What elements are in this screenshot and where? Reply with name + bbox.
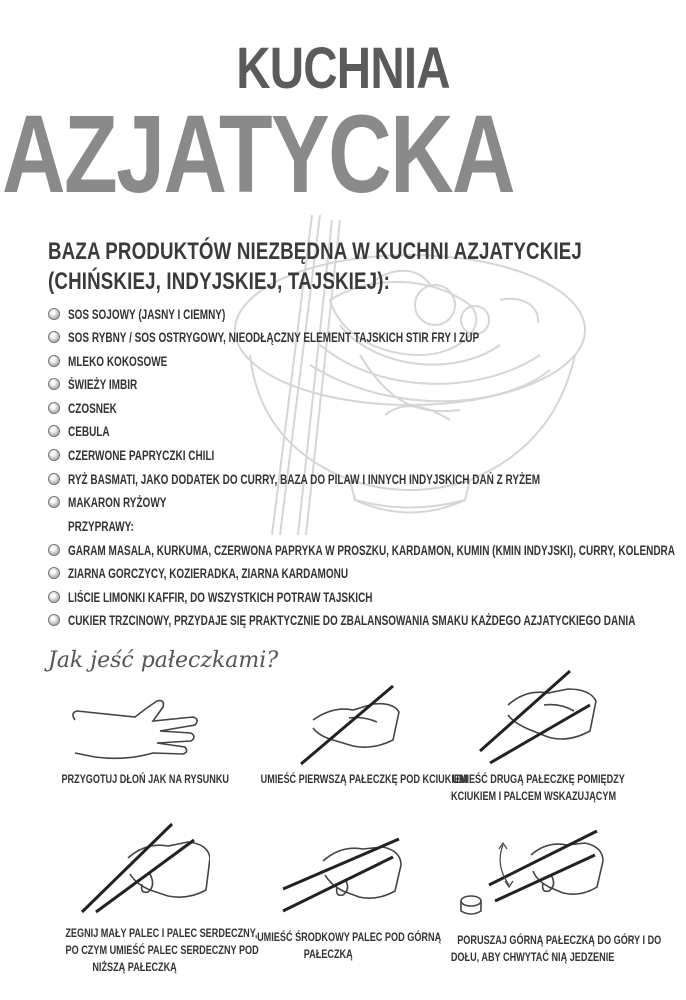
list-item: GARAM MASALA, KURKUMA, CZERWONA PAPRYKA W PROSZKU, KARDAMON, KUMIN (KMIN INDYJSKI), CURRY, KOLENDRA xyxy=(48,540,686,560)
list-item: RYŻ BASMATI, JAKO DODATEK DO CURRY, BAZA DO PILAW I INNYCH INDYJSKICH DAŃ Z RYŻEM xyxy=(48,469,686,489)
step-2-caption: UMIEŚĆ PIERWSZĄ PAŁECZKĘ POD KCIUKIEM xyxy=(260,772,468,786)
step-6-caption-line-2: DOŁU, ABY CHWYTAĆ NIĄ JEDZENIE xyxy=(450,950,615,964)
bullet-icon xyxy=(48,308,60,320)
hand-middle-finger-illustration xyxy=(253,825,403,915)
list-item: CZERWONE PAPRYCZKI CHILI xyxy=(48,445,266,465)
heading-line-2: (CHIŃSKIEJ, INDYJSKIEJ, TAJSKIEJ): xyxy=(48,268,390,295)
step-1-caption: PRZYGOTUJ DŁOŃ JAK NA RYSUNKU xyxy=(61,772,230,786)
bullet-icon xyxy=(48,544,60,556)
bullet-icon xyxy=(48,496,60,508)
step-5-caption-line-1: UMIEŚĆ ŚRODKOWY PALEC POD GÓRNĄ xyxy=(257,930,442,944)
step-6-caption-line-1: PORUSZAJ GÓRNĄ PAŁECZKĄ DO GÓRY I DO xyxy=(457,933,662,947)
step-4-caption-line-2: PO CZYM UMIEŚĆ PALEC SERDECZNY POD xyxy=(65,943,259,957)
list-item: MAKARON RYŻOWY xyxy=(48,492,201,512)
list-item: ZIARNA GORCZYCY, KOZIERADKA, ZIARNA KARDAMONU xyxy=(48,563,447,583)
bullet-icon xyxy=(48,614,60,626)
bullet-icon xyxy=(48,425,60,437)
step-2 xyxy=(228,680,468,788)
list-item: SOS RYBNY / SOS OSTRYGOWY, NIEODŁĄCZNY ELEMENT TAJSKICH STIR FRY I ZUP xyxy=(48,327,624,347)
hand-one-chopstick-illustration xyxy=(253,680,403,765)
title-azjatycka-text: AZJATYCKA xyxy=(2,93,514,216)
title-azjatycka xyxy=(2,93,601,216)
list-item: CZOSNEK xyxy=(48,398,134,418)
list-item: MLEKO KOKOSOWE xyxy=(48,351,202,371)
hand-moving-chopstick-illustration xyxy=(445,825,605,920)
step-6 xyxy=(425,825,662,966)
list-item: CEBULA xyxy=(48,421,124,441)
title-kuchnia: KUCHNIA xyxy=(236,36,450,101)
list-item: SOS SOJOWY (JASNY I CIEMNY) xyxy=(48,304,281,324)
hand-bent-fingers-illustration xyxy=(60,820,210,915)
list-item: LIŚCIE LIMONKI KAFFIR, DO WSZYSTKICH POTRAW TAJSKICH xyxy=(48,587,480,607)
bullet-icon xyxy=(48,355,60,367)
step-4 xyxy=(35,820,259,976)
hand-two-chopsticks-illustration xyxy=(450,665,600,765)
list-subheading: PRZYPRAWY: xyxy=(68,518,134,534)
list-item: ŚWIEŻY IMBIR xyxy=(48,374,162,394)
step-1 xyxy=(35,695,235,788)
step-5 xyxy=(228,825,442,963)
bullet-icon xyxy=(48,473,60,485)
bullet-icon xyxy=(48,449,60,461)
bullet-icon xyxy=(48,331,60,343)
step-4-caption-line-3: NIŻSZĄ PAŁECZKĄ xyxy=(92,960,178,974)
bullet-icon xyxy=(48,402,60,414)
step-3-caption-line-1: UMIEŚĆ DRUGĄ PAŁECZKĘ POMIĘDZY xyxy=(452,772,625,786)
step-3 xyxy=(425,665,625,805)
list-item: CUKIER TRZCINOWY, PRZYDAJE SIĘ PRAKTYCZNIE DO ZBALANSOWANIA SMAKU KAŻDEGO AZJATYCKIEGO DANIA xyxy=(48,610,686,630)
bullet-icon xyxy=(48,378,60,390)
step-3-caption-line-2: KCIUKIEM I PALCEM WSKAZUJĄCYM xyxy=(451,789,617,803)
ingredients-heading xyxy=(48,237,582,297)
bullet-icon xyxy=(48,591,60,603)
open-hand-illustration xyxy=(65,695,205,765)
step-4-caption-line-1: ZEGNIJ MAŁY PALEC I PALEC SERDECZNY, xyxy=(65,926,258,940)
bullet-icon xyxy=(48,567,60,579)
step-5-caption-line-2: PAŁECZKĄ xyxy=(303,947,353,961)
heading-line-1: BAZA PRODUKTÓW NIEZBĘDNA W KUCHNI AZJATYCKIEJ xyxy=(48,238,582,265)
chopsticks-heading: Jak jeść pałeczkami? xyxy=(48,648,279,673)
